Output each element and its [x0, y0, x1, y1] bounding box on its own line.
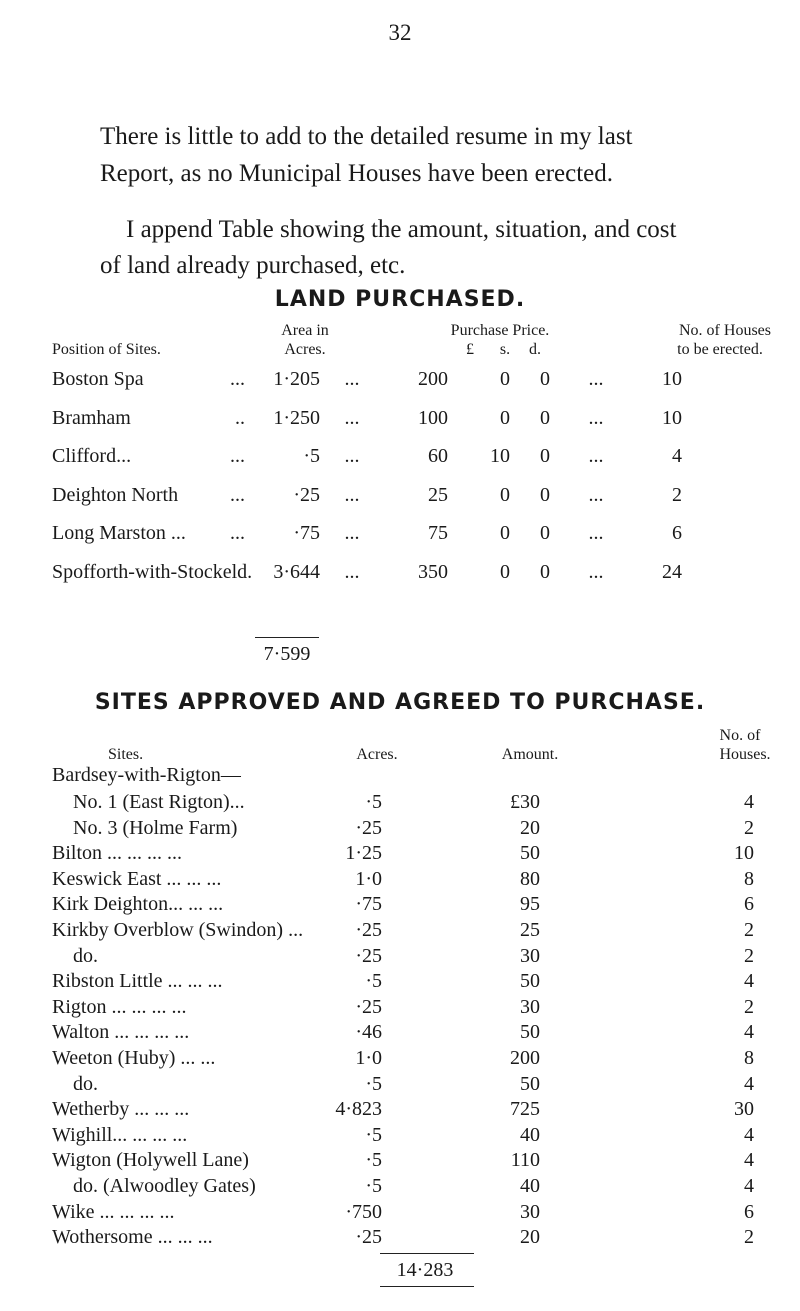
land-total-rule — [255, 637, 319, 638]
site-name: do. (Alwoodley Gates) — [73, 1175, 256, 1197]
price-pence: 0 — [540, 561, 550, 583]
site-name: Keswick East ... ... ... — [52, 868, 222, 890]
approved-col-sites: Sites. — [108, 746, 144, 763]
acres: ·25 — [355, 817, 382, 839]
land-col-houses-2: to be erected. — [677, 341, 763, 358]
land-total: 7·599 — [263, 643, 311, 665]
approved-col-acres: Acres. — [356, 746, 398, 763]
houses-count: 4 — [744, 1124, 754, 1146]
price-shillings: 0 — [500, 561, 510, 583]
price-pounds: 100 — [418, 407, 448, 429]
site-name: Ribston Little ... ... ... — [52, 970, 223, 992]
amount: 80 — [520, 868, 540, 890]
leader-dots: ... — [588, 407, 604, 429]
houses-count: 2 — [744, 945, 754, 967]
land-col-position: Position of Sites. — [52, 341, 161, 358]
approved-col-houses-1: No. of — [719, 727, 761, 744]
leader-dots: ... — [344, 368, 360, 390]
houses-count: 10 — [662, 368, 682, 390]
price-pence: 0 — [540, 484, 550, 506]
amount: 50 — [520, 1021, 540, 1043]
price-pounds: 350 — [418, 561, 448, 583]
acres: 4·823 — [335, 1098, 382, 1120]
acres: ·25 — [355, 945, 382, 967]
area-acres: 3·644 — [273, 561, 320, 583]
land-purchased-heading: LAND PURCHASED. — [274, 287, 526, 312]
acres: ·25 — [355, 1226, 382, 1248]
price-shillings: 0 — [500, 407, 510, 429]
leader-dots: ... — [230, 522, 245, 544]
intro-line-2: Report, as no Municipal Houses have been erected. — [100, 160, 614, 187]
site-name: Wothersome ... ... ... — [52, 1226, 213, 1248]
site-name: do. — [73, 1073, 98, 1095]
site-name: Wigton (Holywell Lane) — [52, 1149, 249, 1171]
site-name: Deighton North — [52, 484, 179, 506]
houses-count: 8 — [744, 868, 754, 890]
acres: ·5 — [365, 791, 382, 813]
houses-count: 2 — [744, 1226, 754, 1248]
site-name: Kirkby Overblow (Swindon) ... — [52, 919, 304, 941]
houses-count: 4 — [744, 1149, 754, 1171]
acres: ·5 — [365, 970, 382, 992]
leader-dots: ... — [344, 522, 360, 544]
leader-dots: ... — [230, 368, 245, 390]
houses-count: 6 — [744, 893, 754, 915]
approved-total: 14·283 — [396, 1259, 454, 1281]
site-name: Bramham — [52, 407, 131, 429]
amount: 110 — [510, 1149, 540, 1171]
acres: ·25 — [355, 919, 382, 941]
leader-dots: .. — [235, 407, 245, 429]
land-col-shillings: s. — [499, 341, 511, 358]
acres: ·5 — [365, 1175, 382, 1197]
houses-count: 10 — [662, 407, 682, 429]
land-col-houses-1: No. of Houses — [679, 322, 771, 339]
intro-line-3: I append Table showing the amount, situation, and cost — [126, 216, 677, 243]
approved-total-underline — [380, 1286, 474, 1287]
houses-count: 8 — [744, 1047, 754, 1069]
sites-approved-heading: SITES APPROVED AND AGREED TO PURCHASE. — [94, 690, 706, 715]
acres: 1·25 — [345, 842, 382, 864]
amount: 50 — [520, 1073, 540, 1095]
site-name: No. 3 (Holme Farm) — [73, 817, 238, 839]
price-pence: 0 — [540, 407, 550, 429]
site-name: Wighill... ... ... ... — [52, 1124, 188, 1146]
land-col-pence: d. — [529, 341, 541, 358]
land-col-area-1: Area in — [281, 322, 329, 339]
amount: 40 — [520, 1124, 540, 1146]
leader-dots: ... — [230, 445, 245, 467]
leader-dots: ... — [588, 484, 604, 506]
houses-count: 6 — [744, 1201, 754, 1223]
leader-dots: ... — [588, 445, 604, 467]
leader-dots: ... — [344, 445, 360, 467]
leader-dots: ... — [588, 368, 604, 390]
houses-count: 2 — [744, 919, 754, 941]
intro-line-1: There is little to add to the detailed resume in my last — [100, 123, 633, 150]
houses-count: 10 — [734, 842, 754, 864]
area-acres: ·5 — [303, 445, 320, 467]
price-pounds: 25 — [428, 484, 448, 506]
site-name: Spofforth-with-Stockeld. — [52, 561, 253, 583]
houses-count: 4 — [744, 1021, 754, 1043]
houses-count: 24 — [662, 561, 682, 583]
houses-count: 2 — [744, 817, 754, 839]
amount: 30 — [520, 996, 540, 1018]
site-name: No. 1 (East Rigton)... — [73, 791, 245, 813]
land-col-price: Purchase Price. — [450, 322, 550, 339]
approved-col-amount: Amount. — [501, 746, 559, 763]
price-shillings: 10 — [490, 445, 510, 467]
amount: 30 — [520, 945, 540, 967]
page-number: 32 — [388, 20, 412, 45]
leader-dots: ... — [344, 561, 360, 583]
price-shillings: 0 — [500, 522, 510, 544]
intro-line-4: of land already purchased, etc. — [100, 252, 406, 279]
price-shillings: 0 — [500, 484, 510, 506]
amount: 20 — [520, 1226, 540, 1248]
approved-total-rule — [380, 1253, 474, 1254]
leader-dots: ... — [588, 522, 604, 544]
site-name: Weeton (Huby) ... ... — [52, 1047, 216, 1069]
site-name: Wetherby ... ... ... — [52, 1098, 190, 1120]
acres: ·5 — [365, 1073, 382, 1095]
approved-col-houses-2: Houses. — [719, 746, 771, 763]
area-acres: ·75 — [293, 522, 320, 544]
amount: 30 — [520, 1201, 540, 1223]
approved-group-label: Bardsey-with-Rigton— — [52, 764, 241, 786]
amount: 200 — [510, 1047, 540, 1069]
amount: 50 — [520, 970, 540, 992]
amount: 95 — [520, 893, 540, 915]
area-acres: 1·205 — [273, 368, 320, 390]
acres: 1·0 — [355, 868, 382, 890]
houses-count: 4 — [744, 1073, 754, 1095]
amount: 725 — [510, 1098, 540, 1120]
leader-dots: ... — [588, 561, 604, 583]
price-pounds: 60 — [428, 445, 448, 467]
site-name: Long Marston ... — [52, 522, 186, 544]
amount: 20 — [520, 817, 540, 839]
houses-count: 6 — [672, 522, 682, 544]
price-pounds: 75 — [428, 522, 448, 544]
site-name: do. — [73, 945, 98, 967]
amount: £30 — [510, 791, 540, 813]
price-pounds: 200 — [418, 368, 448, 390]
acres: ·750 — [345, 1201, 382, 1223]
land-col-pounds: £ — [466, 341, 474, 358]
houses-count: 2 — [672, 484, 682, 506]
price-pence: 0 — [540, 445, 550, 467]
site-name: Wike ... ... ... ... — [52, 1201, 175, 1223]
site-name: Walton ... ... ... ... — [52, 1021, 190, 1043]
price-shillings: 0 — [500, 368, 510, 390]
acres: ·46 — [355, 1021, 382, 1043]
houses-count: 4 — [672, 445, 682, 467]
site-name: Rigton ... ... ... ... — [52, 996, 187, 1018]
leader-dots: ... — [230, 484, 245, 506]
acres: ·5 — [365, 1124, 382, 1146]
leader-dots: ... — [344, 407, 360, 429]
amount: 50 — [520, 842, 540, 864]
site-name: Bilton ... ... ... ... — [52, 842, 183, 864]
site-name: Clifford... — [52, 445, 132, 467]
houses-count: 4 — [744, 791, 754, 813]
price-pence: 0 — [540, 368, 550, 390]
amount: 25 — [520, 919, 540, 941]
leader-dots: ... — [344, 484, 360, 506]
houses-count: 30 — [734, 1098, 754, 1120]
amount: 40 — [520, 1175, 540, 1197]
acres: 1·0 — [355, 1047, 382, 1069]
houses-count: 4 — [744, 1175, 754, 1197]
acres: ·25 — [355, 996, 382, 1018]
site-name: Boston Spa — [52, 368, 144, 390]
houses-count: 4 — [744, 970, 754, 992]
acres: ·5 — [365, 1149, 382, 1171]
houses-count: 2 — [744, 996, 754, 1018]
area-acres: 1·250 — [273, 407, 320, 429]
site-name: Kirk Deighton... ... ... — [52, 893, 224, 915]
land-col-area-2: Acres. — [284, 341, 326, 358]
area-acres: ·25 — [293, 484, 320, 506]
acres: ·75 — [355, 893, 382, 915]
price-pence: 0 — [540, 522, 550, 544]
